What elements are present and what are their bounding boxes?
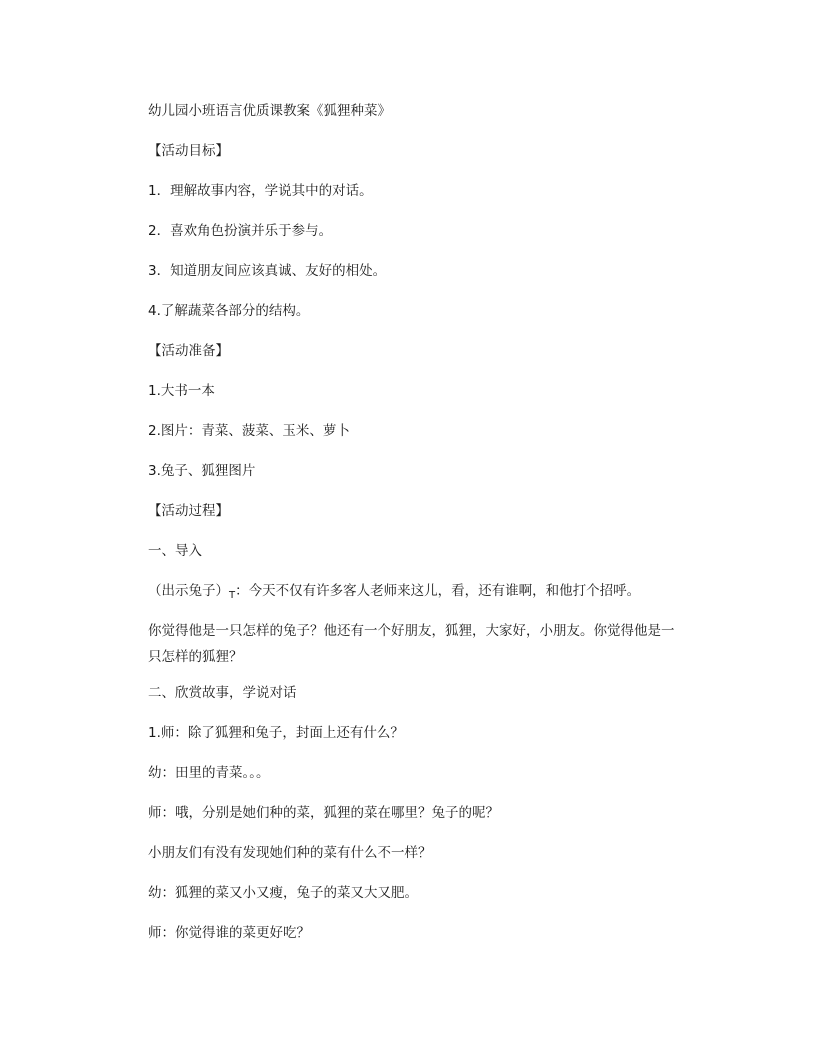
goal-item-4: 4.了解蔬菜各部分的结构。 <box>148 303 310 319</box>
goal-item-3: 3．知道朋友间应该真诚、友好的相处。 <box>148 263 387 279</box>
intro-prefix: （出示兔子） <box>148 583 229 599</box>
prep-item-3: 3.兔子、狐狸图片 <box>148 463 256 479</box>
prep-item-1: 1.大书一本 <box>148 383 215 399</box>
dialogue-line-4: 小朋友们有没有发现她们种的菜有什么不一样？ <box>148 845 432 861</box>
dialogue-line-1: 1.师：除了狐狸和兔子，封面上还有什么？ <box>148 725 404 741</box>
intro-paragraph <box>148 618 678 670</box>
step-1-title: 一、导入 <box>148 543 202 559</box>
section-heading-goals: 【活动目标】 <box>148 143 229 159</box>
dialogue-line-2: 幼：田里的青菜。。。 <box>148 765 270 781</box>
goal-item-1: 1．理解故事内容，学说其中的对话。 <box>148 183 373 199</box>
teacher-marker: T <box>229 590 236 601</box>
intro-text: ：今天不仅有许多客人老师来这儿，看，还有谁啊，和他打个招呼。 <box>235 583 641 599</box>
step-2-title: 二、欣赏故事，学说对话 <box>148 685 297 701</box>
section-heading-process: 【活动过程】 <box>148 503 229 519</box>
dialogue-line-6: 师：你觉得谁的菜更好吃？ <box>148 925 310 941</box>
section-heading-preparation: 【活动准备】 <box>148 343 229 359</box>
dialogue-line-5: 幼：狐狸的菜又小又瘦，兔子的菜又大又肥。 <box>148 885 418 901</box>
dialogue-line-3: 师：哦，分别是她们种的菜，狐狸的菜在哪里？兔子的呢？ <box>148 805 499 821</box>
prep-item-2: 2.图片：青菜、菠菜、玉米、萝卜 <box>148 423 350 439</box>
intro-line <box>148 581 640 603</box>
goal-item-2: 2．喜欢角色扮演并乐于参与。 <box>148 223 333 239</box>
document-title: 幼儿园小班语言优质课教案《狐狸种菜》 <box>148 103 391 119</box>
intro-paragraph-text: 你觉得他是一只怎样的兔子？他还有一个好朋友，狐狸，大家好，小朋友。你觉得他是一只怎样的狐狸？ <box>148 623 675 665</box>
